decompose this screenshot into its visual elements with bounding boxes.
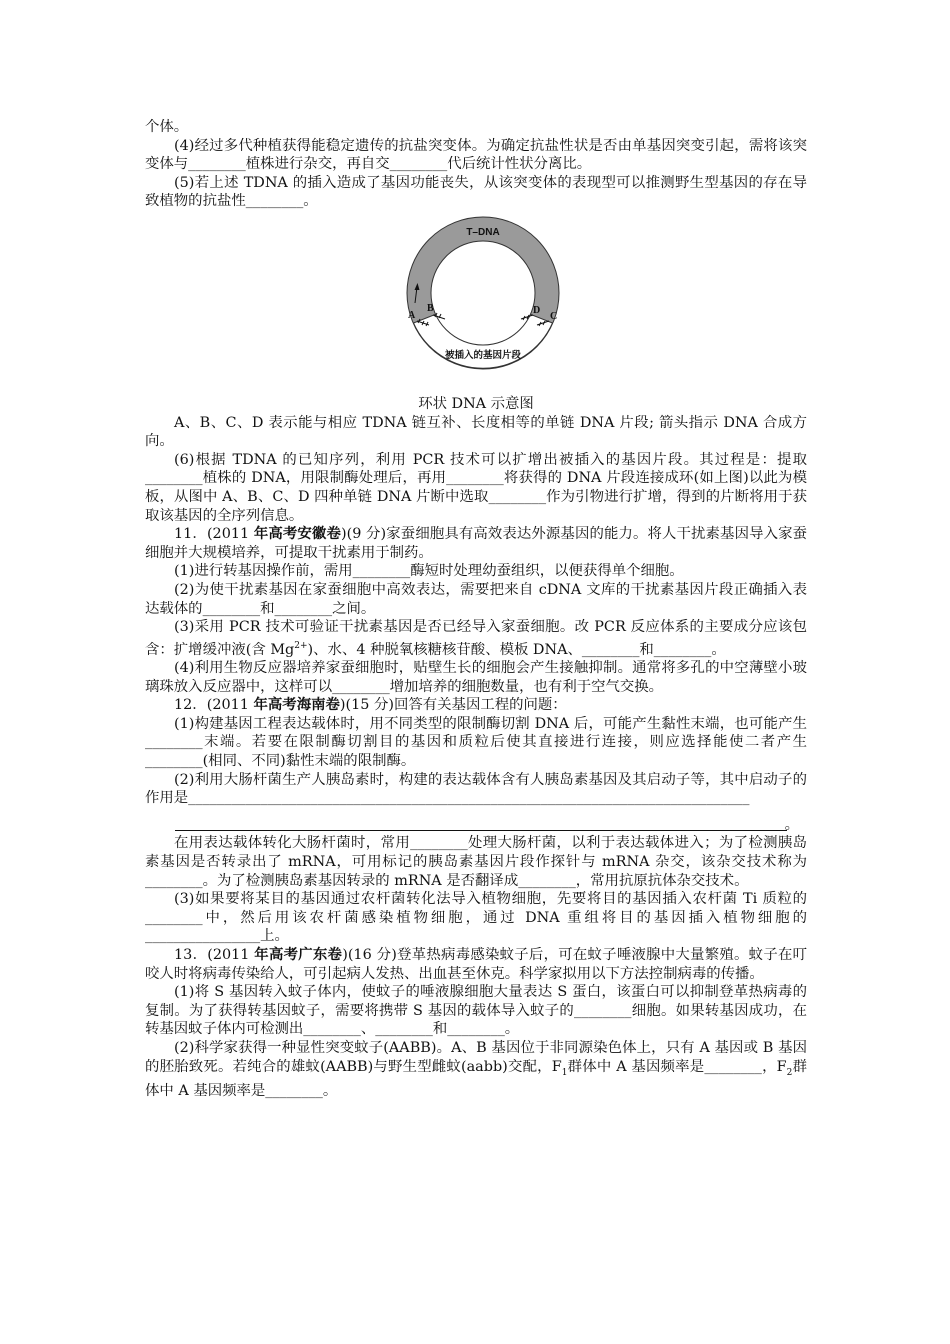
question-11-part-3-a: (3)采用 PCR 技术可验证干扰素基因是否已经导入家蚕细胞。改 PCR 反应体系的主要成分应该包含：扩增缓冲液(含 Mg [145, 619, 807, 658]
f1-subscript: 1 [561, 1067, 568, 1078]
question-11-text: )(9 分)家蚕细胞具有高效表达外源基因的能力。将人干扰素基因导入家蚕细胞并大规模培养，可提取干扰素用于制药。 [145, 526, 808, 561]
insert-label: 被插入的基因片段 [444, 349, 522, 361]
document-page [145, 118, 807, 1101]
question-11-stem [145, 525, 807, 562]
question-12-part-1: (1)构建基因工程表达载体时，用不同类型的限制酶切割 DNA 后，可能产生黏性末端，也可能产生________末端。若要在限制酶切割目的基因和质粒后使其直接进行连接，则应选择能使二者产生________(相同、不同)黏性末端的限制酶。 [145, 715, 807, 770]
question-11-part-1: (1)进行转基因操作前，需用________酶短时处理幼蚕组织，以便获得单个细胞。 [174, 563, 684, 580]
question-13-part-2-b: 群体中 A 基因频率是________，F [567, 1058, 787, 1075]
question-12-part-2: (2)利用大肠杆菌生产人胰岛素时，构建的表达载体含有人胰岛素基因及其启动子等，其中启动子的作用是______________________________________________________________________________ [145, 771, 807, 807]
circular-dna-diagram [405, 215, 561, 391]
question-10-part-5: (5)若上述 TDNA 的插入造成了基因功能丧失，从该突变体的表现型可以推测野生型基因的存在导致植物的抗盐性________。 [145, 174, 807, 210]
question-13-number: 13．(2011 [174, 946, 255, 963]
question-11-number: 11．(2011 [174, 526, 254, 543]
question-13-part-2 [145, 1039, 807, 1101]
question-13-part-2-c: 群体中 A 基因频率是________。 [145, 1058, 807, 1100]
question-13-stem [145, 946, 807, 983]
figure-note: A、B、C、D 表示能与相应 TDNA 链互补、长度相等的单链 DNA 片段; 箭头指示 DNA 合成方向。 [145, 414, 807, 450]
question-12-source: 年高考海南卷 [253, 696, 340, 714]
primer-d-label: D [533, 304, 541, 316]
question-11-part-2: (2)为使干扰素基因在家蚕细胞中高效表达，需要把来自 cDNA 文库的干扰素基因片段正确插入表达载体的________和________之间。 [145, 581, 807, 617]
paragraph-continuation: 个体。 [145, 119, 189, 135]
question-10-part-4: (4)经过多代种植获得能稳定遗传的抗盐突变体。为确定抗盐性状是否由单基因突变引起，需将该突变体与________植株进行杂交，再自交________代后统计性状分离比。 [145, 137, 807, 173]
t-dna-label: T–DNA [466, 226, 500, 238]
primer-a-label: A [408, 309, 416, 321]
question-11-part-3-b: )、水、4 种脱氧核糖核苷酸、模板 DNA、________和________。 [307, 641, 726, 658]
figure-caption: 环状 DNA 示意图 [418, 395, 534, 412]
circular-dna-figure [145, 215, 807, 391]
question-11-part-3 [145, 618, 807, 659]
question-13-text: )(16 分)登革热病毒感染蚊子后，可在蚊子唾液腺中大量繁殖。蚊子在叮咬人时将病毒传染给人，可引起病人发热、出血甚至休克。科学家拟用以下方法控制病毒的传播。 [145, 946, 808, 982]
primer-b-label: B [427, 302, 434, 314]
question-12-part-2-continued: 在用表达载体转化大肠杆菌时，常用________处理大肠杆菌，以利于表达载体进入；为了检测胰岛素基因是否转录出了 mRNA，可用标记的胰岛素基因片段作探针与 mRNA 杂交，该杂交技术称为________。为了检测胰岛素基因转录的 mRNA 是否翻译成________，常用抗原抗体杂交技术。 [145, 835, 807, 889]
question-12-number: 12．(2011 [174, 697, 254, 714]
f2-subscript: 2 [786, 1067, 793, 1078]
answer-line-period: 。 [784, 817, 799, 834]
question-10-part-6: (6)根据 TDNA 的已知序列，利用 PCR 技术可以扩增出被插入的基因片段。其过程是：提取________植株的 DNA，用限制酶处理后，再用________将获得的 DNA 片段连接成环(如上图)以此为模板，从图中 A、B、C、D 四种单链 DNA 片断中选取________作为引物进行扩增，得到的片断将用于获取该基因的全序列信息。 [145, 451, 807, 524]
question-13-source: 年高考广东卷 [254, 945, 343, 963]
question-12-part-3: (3)如果要将某目的基因通过农杆菌转化法导入植物细胞，先要将目的基因插入农杆菌 Ti 质粒的________中，然后用该农杆菌感染植物细胞，通过 DNA 重组将目的基因插入植物细胞的________________上。 [145, 891, 807, 945]
primer-c-label: C [550, 310, 558, 322]
question-13-part-1: (1)将 S 基因转入蚊子体内，使蚊子的唾液腺细胞大量表达 S 蛋白，该蛋白可以抑制登革热病毒的复制。为了获得转基因蚊子，需要将携带 S 基因的载体导入蚊子的________细胞。如果转基因成功，在转基因蚊子体内可检测出________、________和________。 [145, 984, 807, 1038]
question-13-part-2-a: (2)科学家获得一种显性突变蚊子(AABB)。A、B 基因位于非同源染色体上，只有 A 基因或 B 基因的胚胎致死。若纯合的雄蚊(AABB)与野生型雌蚊(aabb)交配，F [145, 1039, 807, 1075]
mg-charge: 2+ [294, 640, 308, 651]
question-12-stem [145, 696, 807, 715]
question-11-source: 年高考安徽卷 [253, 525, 341, 543]
answer-blank-line[interactable] [145, 816, 807, 835]
dna-ring-inner [431, 241, 535, 345]
question-12-text: )(15 分)回答有关基因工程的问题： [339, 697, 567, 714]
question-11-part-4: (4)利用生物反应器培养家蚕细胞时，贴壁生长的细胞会产生接触抑制。通常将多孔的中空薄壁小玻璃珠放入反应器中，这样可以________增加培养的细胞数量，也有利于空气交换。 [145, 660, 807, 695]
